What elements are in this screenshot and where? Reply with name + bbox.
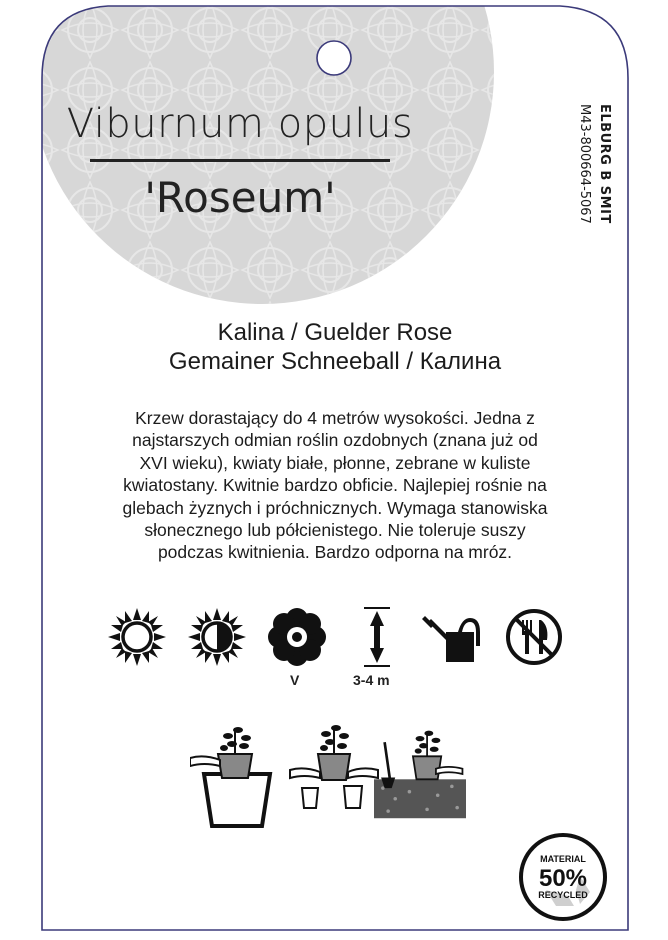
title-divider — [90, 159, 390, 162]
full-sun-icon — [106, 606, 168, 668]
description-line: najstarszych odmian roślin ozdobnych (znana już od — [132, 430, 538, 451]
description-line: słonecznego lub półcienistego. Nie toleruje suszy — [144, 520, 526, 541]
latin-name: Viburnum opulus — [66, 101, 414, 147]
recycle-top-label: MATERIAL — [540, 854, 586, 864]
product-code: M43-800664-5067 — [577, 104, 592, 224]
common-names-line-1: Kalina / Guelder Rose — [217, 319, 453, 346]
height-arrow-icon — [346, 606, 408, 668]
watering-can-icon — [422, 606, 488, 668]
common-names — [100, 318, 570, 376]
description — [80, 407, 590, 564]
flowering-month-label: V — [290, 672, 300, 688]
recycle-bottom-label: RECYCLED — [538, 890, 588, 900]
unpot-plant-icon — [190, 718, 282, 830]
height-label: 3-4 m — [353, 672, 390, 688]
description-line: glebach żyznych i próchnicznych. Wymaga stanowiska — [122, 497, 548, 518]
half-shade-icon — [186, 606, 248, 668]
care-icons — [0, 600, 668, 680]
description-line: Krzew dorastający do 4 metrów wysokości. Jedna z — [135, 408, 535, 428]
recycle-percent: 50% — [538, 865, 588, 892]
description-line: XVI wieku), kwiaty białe, płonne, zebrane w kuliste — [139, 452, 531, 473]
cultivar-name: 'Roseum' — [144, 173, 336, 222]
description-line: podczas kwitnienia. Bardzo odporna na mróz. — [157, 542, 513, 563]
common-names-line-2: Gemainer Schneeball / Калина — [168, 348, 502, 375]
recycled-material-badge — [518, 832, 608, 922]
not-edible-icon — [503, 606, 565, 668]
loosen-roots-icon — [288, 718, 380, 830]
brand-name: ELBURG B SMIT — [597, 104, 612, 224]
hanging-hole — [317, 41, 351, 75]
title-block — [50, 95, 430, 226]
description-line: kwiatostany. Kwitnie bardzo obficie. Najlepiej rośnie na — [123, 475, 547, 496]
flower-icon — [266, 606, 328, 668]
plant-in-soil-icon — [374, 718, 466, 830]
